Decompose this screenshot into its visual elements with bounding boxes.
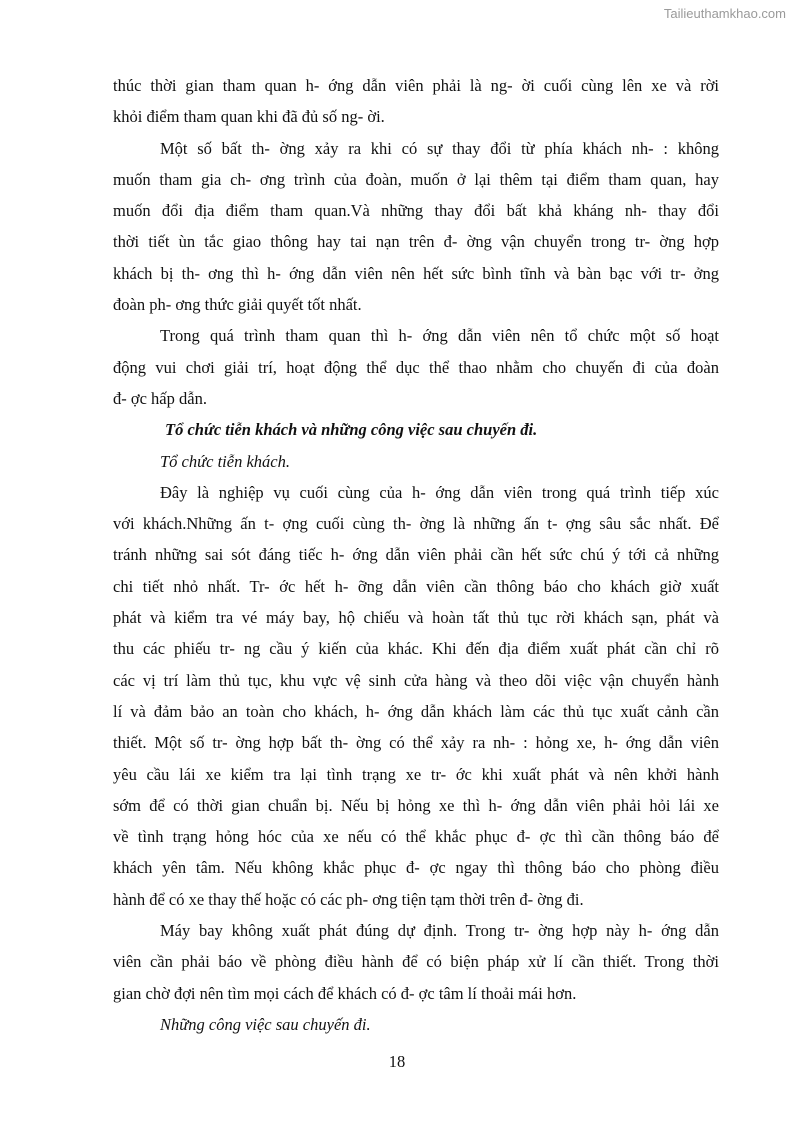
text-line: Đây là nghiệp vụ cuối cùng của h- ớng dẫn viên trong quá trình tiếp xúc (160, 482, 719, 502)
text-line: tránh những sai sót đáng tiếc h- ớng dẫn viên phải cần hết sức chú ý tới cả những (113, 545, 719, 565)
section-heading: Tổ chức tiễn khách và những công việc sau chuyến đi. (165, 420, 538, 440)
text-line: khỏi điểm tham quan khi đã đủ số ng- ời. (113, 107, 385, 127)
page-number: 18 (388, 1052, 406, 1071)
text-line: chi tiết nhỏ nhất. Tr- ớc hết h- ỡng dẫn viên cần thông báo cho khách giờ xuất (113, 576, 719, 596)
text-line: Máy bay không xuất phát đúng dự định. Trong tr- ờng hợp này h- ớng dẫn (160, 921, 719, 941)
text-line: đ- ợc hấp dẫn. (113, 388, 207, 408)
watermark: Tailieuthamkhao.com (663, 6, 786, 21)
text-line: gian chờ đợi nên tìm mọi cách để khách có đ- ợc tâm lí thoải mái hơn. (113, 983, 577, 1003)
text-line: muốn tham gia ch- ơng trình của đoàn, muốn ở lại thêm tại điểm tham quan, hay (113, 169, 719, 189)
text-line: với khách.Những ấn t- ợng cuối cùng th- ờng là những ấn t- ợng sâu sắc nhất. Để (113, 514, 719, 534)
text-line: hành để có xe thay thế hoặc có các ph- ơng tiện tạm thời trên đ- ờng đi. (113, 889, 584, 909)
text-line: Một số bất th- ờng xảy ra khi có sự thay đổi từ phía khách nh- : không (160, 138, 719, 158)
text-line: lí và đảm bảo an toàn cho khách, h- ớng dẫn khách làm các thủ tục xuất cảnh cần (113, 701, 719, 721)
text-line: Trong quá trình tham quan thì h- ớng dẫn viên nên tổ chức một số hoạt (160, 326, 719, 346)
text-line: thời tiết ùn tắc giao thông hay tai nạn trên đ- ờng vận chuyển trong tr- ờng hợp (113, 232, 719, 252)
subsection-heading: Tổ chức tiễn khách. (160, 451, 290, 471)
page-body (113, 70, 719, 1040)
text-line: thu các phiếu tr- ng cầu ý kiến của khác. Khi đến địa điểm xuất phát cần chỉ rõ (113, 639, 719, 659)
text-line: động vui chơi giải trí, hoạt động thể dục thể thao nhằm cho chuyến đi của đoàn (113, 357, 719, 377)
text-line: các vị trí làm thủ tục, khu vực vệ sinh cửa hàng và theo dõi việc vận chuyển hành (113, 670, 719, 690)
text-line: thiết. Một số tr- ờng hợp bất th- ờng có thể xảy ra nh- : hỏng xe, h- ớng dẫn viên (113, 733, 719, 753)
text-line: khách yên tâm. Nếu không khắc phục đ- ợc ngay thì thông báo cho phòng điều (113, 858, 719, 878)
text-line: viên cần phải báo về phòng điều hành để có biện pháp xử lí cần thiết. Trong thời (113, 952, 719, 972)
text-line: muốn đổi địa điểm tham quan.Và những thay đổi bất khả kháng nh- thay đổi (113, 201, 719, 221)
text-line: về tình trạng hỏng hóc của xe nếu có thể khắc phục đ- ợc thì cần thông báo để (113, 827, 719, 847)
text-line: sớm để có thời gian chuẩn bị. Nếu bị hỏng xe thì h- ớng dẫn viên phải hỏi lái xe (113, 795, 719, 815)
text-line: yêu cầu lái xe kiểm tra lại tình trạng xe tr- ớc khi xuất phát và nên khởi hành (113, 764, 719, 784)
text-line: đoàn ph- ơng thức giải quyết tốt nhất. (113, 295, 362, 315)
text-line: thúc thời gian tham quan h- ớng dẫn viên phải là ng- ời cuối cùng lên xe và rời (113, 76, 719, 95)
text-line: khách bị th- ơng thì h- ớng dẫn viên nên hết sức bình tĩnh và bàn bạc với tr- ởng (113, 263, 719, 283)
text-line: phát và kiểm tra vé máy bay, hộ chiếu và hoàn tất thủ tục rời khách sạn, phát và (113, 608, 719, 628)
subsection-heading: Những công việc sau chuyến đi. (160, 1014, 371, 1034)
